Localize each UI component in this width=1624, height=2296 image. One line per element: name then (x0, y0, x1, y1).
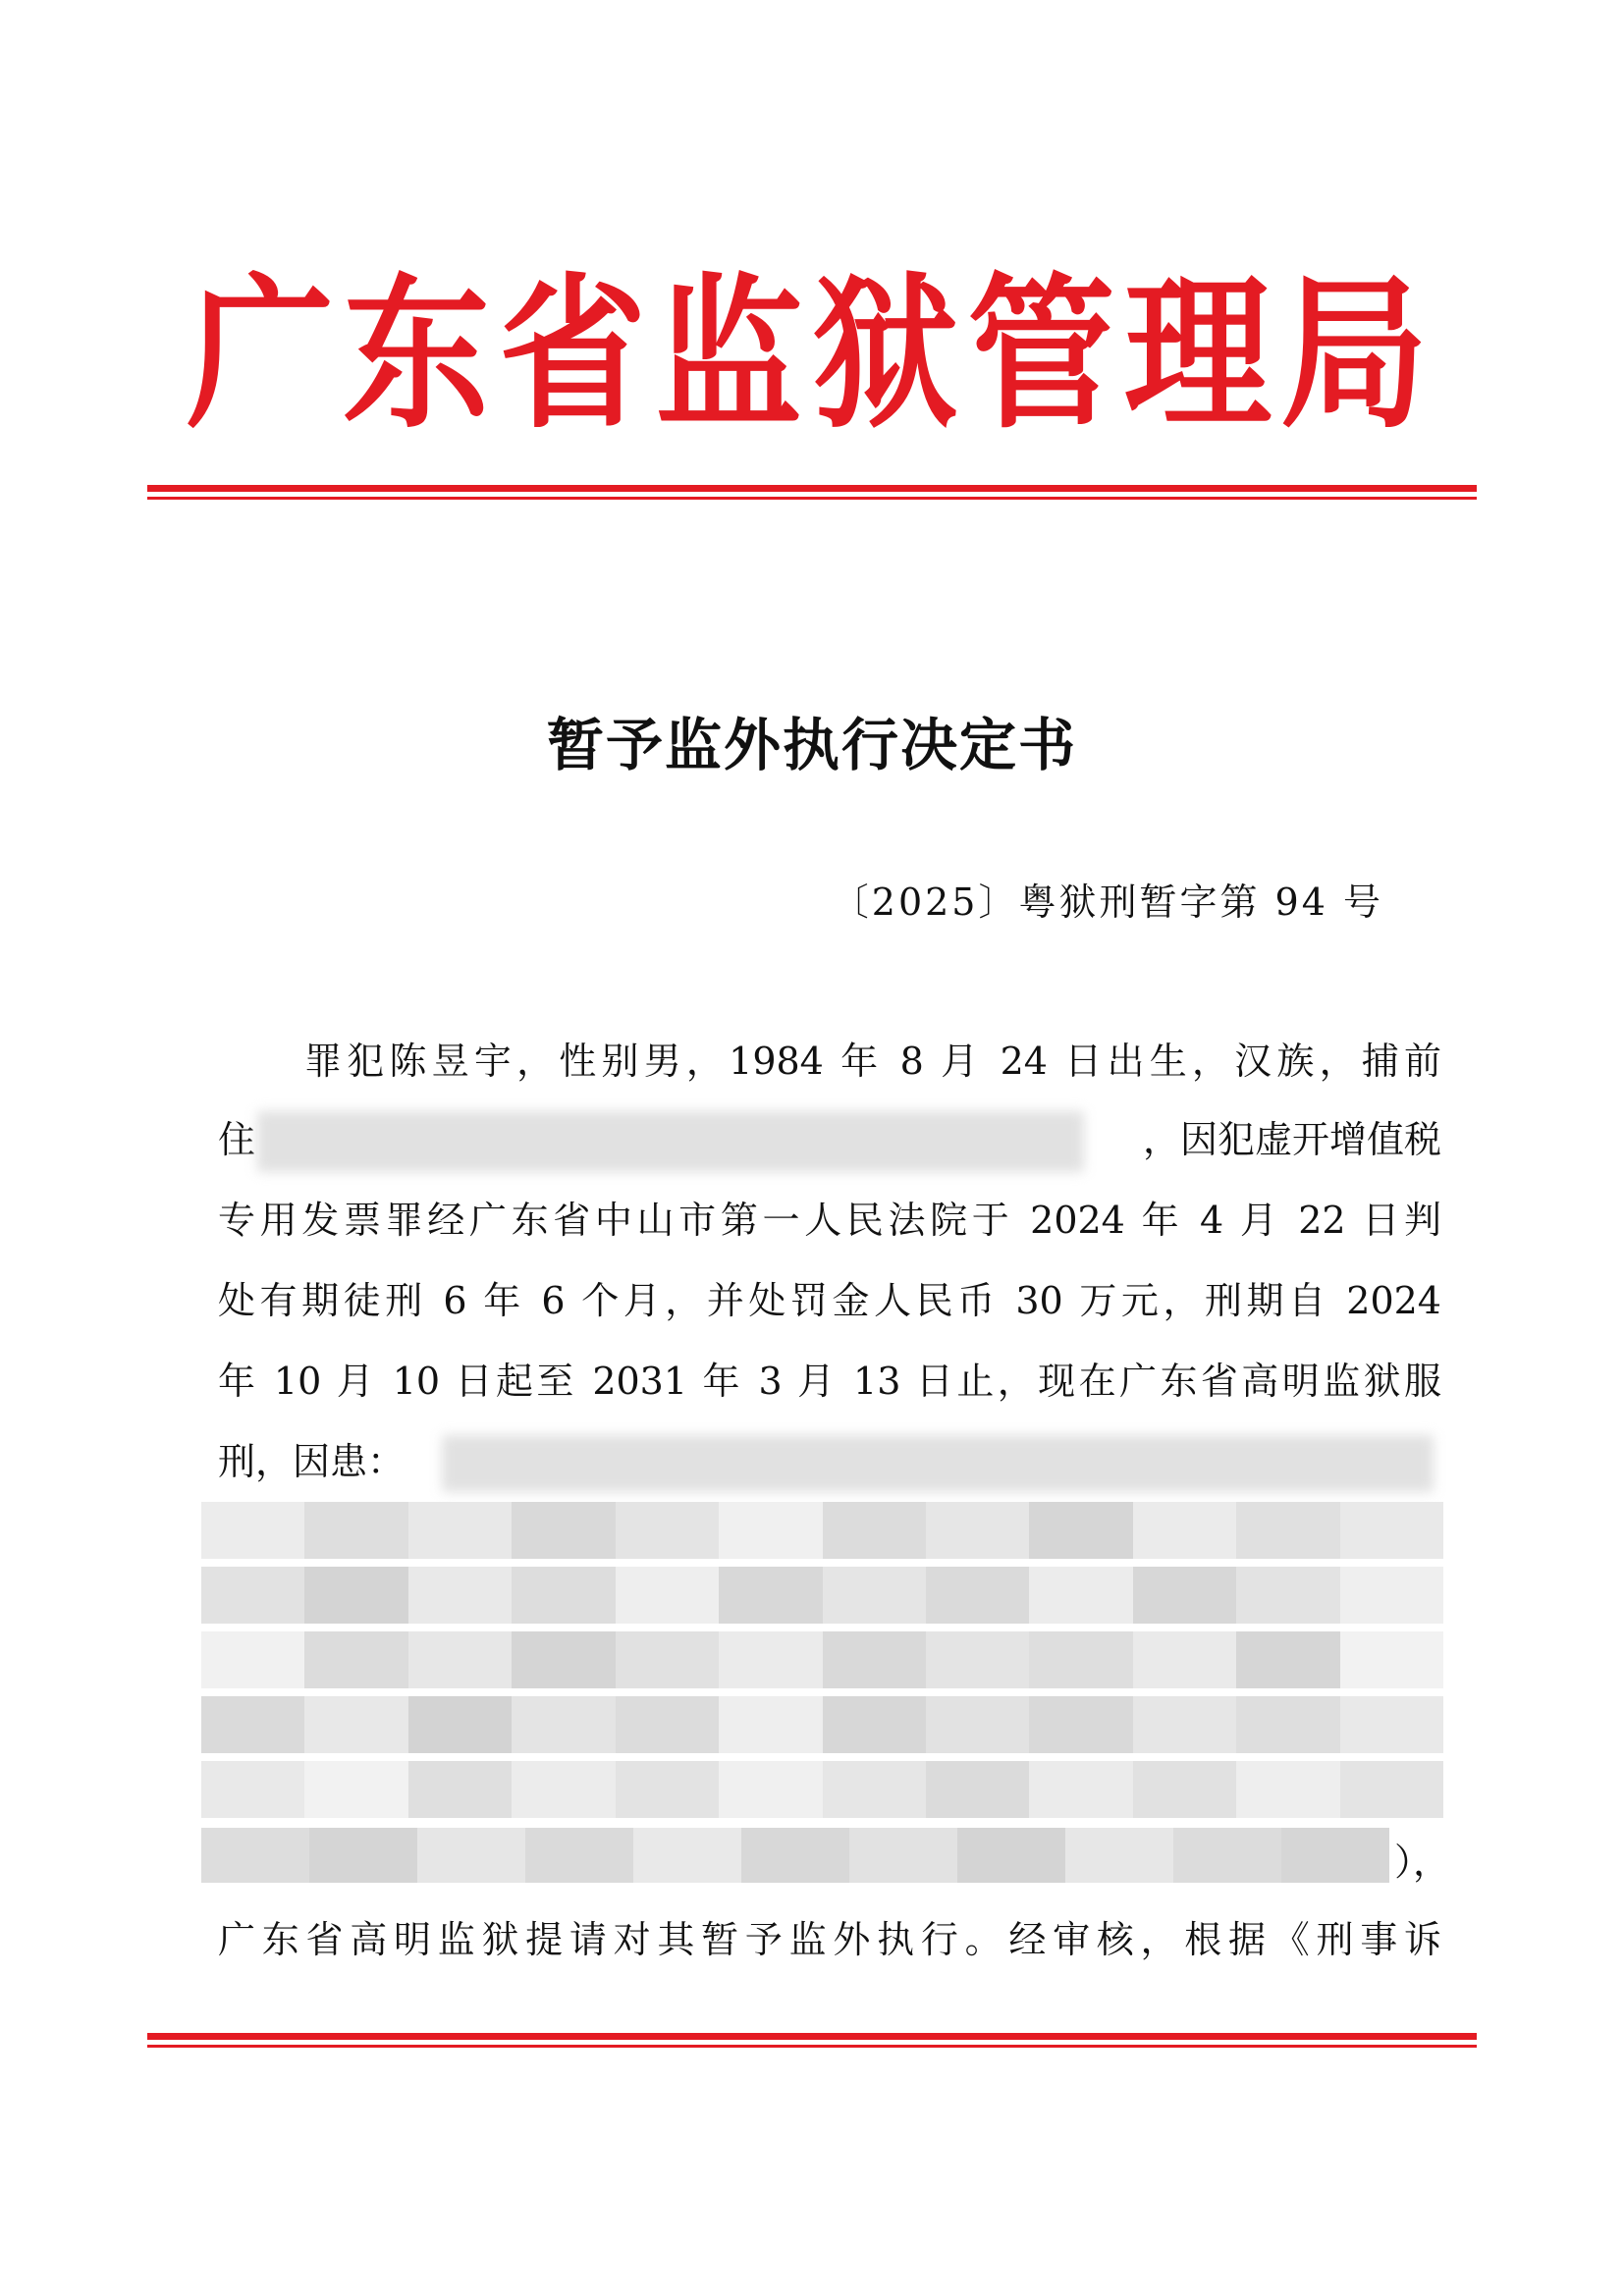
redaction-closing-mark: ）， (1394, 1841, 1451, 1884)
redaction-block (442, 1435, 1434, 1492)
masthead-char: 局 (1279, 259, 1428, 452)
masthead-char: 东 (343, 259, 491, 452)
redaction-mosaic-row (201, 1502, 1443, 1559)
document-title: 暂予监外执行决定书 (546, 712, 1077, 778)
body-line-5: 年 10 月 10 日起至 2031 年 3 月 13 日止，现在广东省高明监狱服 (218, 1360, 1441, 1403)
footer-divider (147, 2033, 1477, 2048)
body-line-2-end: ，因犯虚开增值税 (1142, 1118, 1441, 1161)
masthead-divider (147, 485, 1477, 500)
body-line-1: 罪犯陈昱宇，性别男，1984 年 8 月 24 日出生，汉族，捕前 (304, 1040, 1441, 1083)
masthead-char: 监 (655, 259, 803, 452)
masthead-char: 管 (967, 259, 1115, 452)
masthead-title (147, 257, 1477, 454)
redaction-mosaic-row (201, 1567, 1443, 1624)
body-line-4: 处有期徒刑 6 年 6 个月，并处罚金人民币 30 万元，刑期自 2024 (218, 1279, 1441, 1322)
redaction-mosaic-row (201, 1761, 1443, 1818)
redaction-mosaic-row (201, 1696, 1443, 1753)
redaction-mosaic-row (201, 1631, 1443, 1688)
document-number: 〔2025〕粤狱刑暂字第 94 号 (831, 881, 1383, 924)
masthead-char: 狱 (811, 259, 959, 452)
redaction-mosaic-row (201, 1828, 1389, 1883)
body-line-7: 广东省高明监狱提请对其暂予监外执行。经审核，根据《刑事诉 (218, 1918, 1441, 1961)
body-line-2-start: 住 (218, 1118, 256, 1161)
masthead-char: 省 (499, 259, 647, 452)
redaction-block (257, 1111, 1084, 1172)
body-line-6-start: 刑，因患： (218, 1440, 406, 1483)
masthead-char: 理 (1123, 259, 1272, 452)
body-line-3: 专用发票罪经广东省中山市第一人民法院于 2024 年 4 月 22 日判 (218, 1199, 1441, 1242)
masthead-char: 广 (187, 259, 335, 452)
